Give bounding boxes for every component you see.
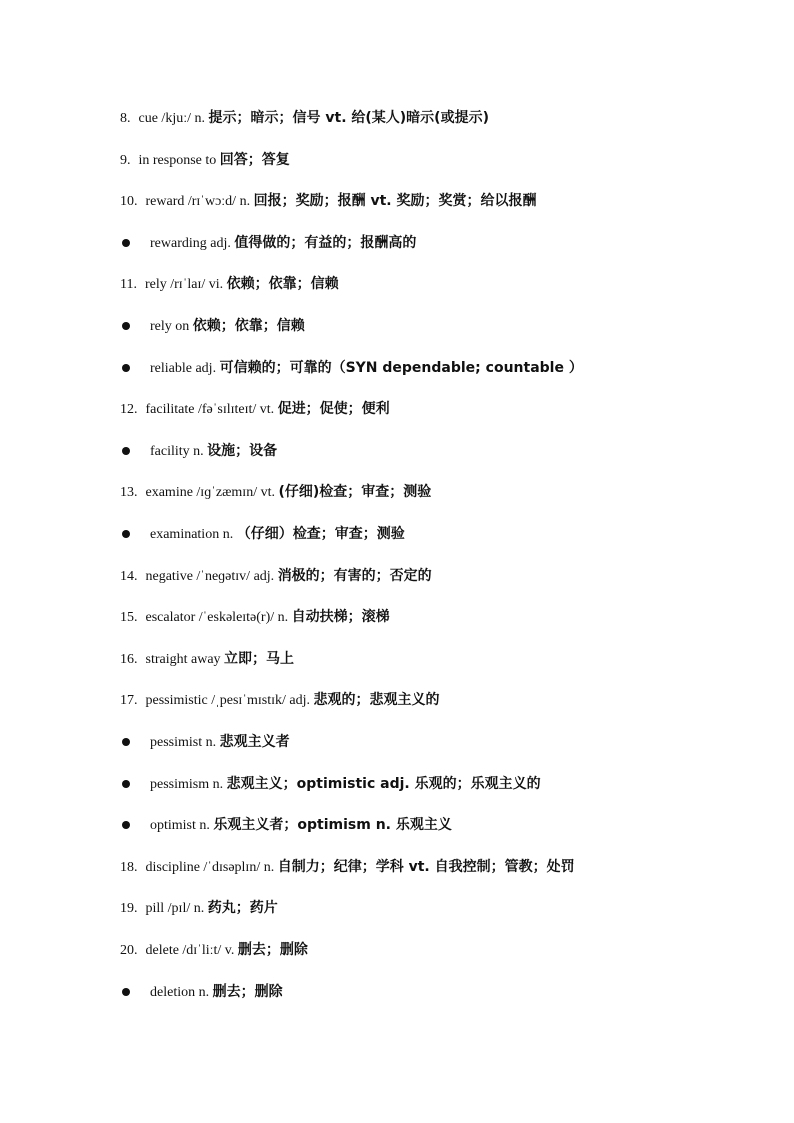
entry-english: discipline /ˈdɪsəplɪn/ n. [145,860,278,875]
entry-chinese: 提示；暗示；信号 vt. 给(某人)暗示(或提示) [208,110,489,126]
entry-english: pessimistic /ˌpesɪˈmɪstɪk/ adj. [145,693,314,708]
entry-number: 12. [120,402,138,417]
entry-chinese: 悲观主义；optimistic adj. 乐观的；乐观主义的 [226,776,541,792]
entry-chinese: 药丸；药片 [207,900,278,916]
entry-chinese: 消极的；有害的；否定的 [277,568,432,584]
entry-english: straight away [145,652,225,667]
vocab-entry [120,730,764,754]
entry-number: 19. [120,901,138,916]
vocab-entry [120,688,764,712]
entry-chinese: 乐观主义者；optimism n. 乐观主义 [213,817,452,833]
entry-chinese: 促进；促使；便利 [277,401,390,417]
vocab-entry [120,272,764,296]
entry-chinese: 立即；马上 [224,651,295,667]
entry-number: 10. [120,194,138,209]
entry-english: rely on [150,319,193,334]
vocab-entry [120,231,764,255]
vocab-entry [120,106,764,130]
entry-english: pessimist n. [150,735,220,750]
entry-number: 18. [120,860,138,875]
entry-chinese: 删去；删除 [212,984,283,1000]
entry-number: 8. [120,111,131,126]
entry-chinese: 自动扶梯；滚梯 [291,609,390,625]
vocab-entry [120,189,764,213]
vocab-entry [120,564,764,588]
entry-number: 14. [120,569,138,584]
entry-number: 17. [120,693,138,708]
entry-chinese: 回报；奖励；报酬 vt. 奖励；奖赏；给以报酬 [253,193,537,209]
entry-number: 20. [120,943,138,958]
entry-english: examination n. [150,527,237,542]
entry-english: facilitate /fəˈsɪlɪteɪt/ vt. [145,402,278,417]
vocab-entry [120,896,764,920]
bullet-icon [122,322,130,330]
entry-chinese: 设施；设备 [207,443,278,459]
entry-chinese: 悲观主义者 [219,734,290,750]
entry-chinese: 自制力；纪律；学科 vt. 自我控制；管教；处罚 [277,859,575,875]
vocab-entry [120,855,764,879]
bullet-icon [122,239,130,247]
bullet-icon [122,738,130,746]
vocab-entry [120,605,764,629]
entry-english: facility n. [150,444,208,459]
entry-english: negative /ˈneɡətɪv/ adj. [145,569,278,584]
entry-chinese: 可信赖的；可靠的（SYN dependable; countable ） [219,360,583,376]
vocab-entry [120,314,764,338]
entry-chinese: 删去；删除 [237,942,308,958]
vocab-entry [120,439,764,463]
entry-chinese: 值得做的；有益的；报酬高的 [234,235,417,251]
vocab-entry [120,647,764,671]
entry-number: 9. [120,153,131,168]
vocab-entry [120,522,764,546]
vocab-entry [120,938,764,962]
entry-english: delete /dɪˈliːt/ v. [145,943,238,958]
bullet-icon [122,988,130,996]
vocab-entry [120,772,764,796]
entry-chinese: (仔细)检查；审查；测验 [278,484,432,500]
bullet-icon [122,530,130,538]
vocab-entry [120,397,764,421]
vocab-entry [120,813,764,837]
entry-english: optimist n. [150,818,214,833]
entry-english: escalator /ˈeskəleɪtə(r)/ n. [145,610,292,625]
entry-number: 11. [120,277,137,292]
bullet-icon [122,780,130,788]
entry-chinese: 依赖；依靠；信赖 [226,276,339,292]
entry-chinese: 悲观的；悲观主义的 [313,692,440,708]
entry-chinese: （仔细）检查；审查；测验 [236,526,405,542]
entry-english: rewarding adj. [150,236,235,251]
entry-chinese: 回答；答复 [219,152,290,168]
entry-english: deletion n. [150,985,213,1000]
vocab-entry [120,480,764,504]
entry-english: reliable adj. [150,361,220,376]
entry-english: pessimism n. [150,777,227,792]
entry-english: pill /pɪl/ n. [145,901,208,916]
bullet-icon [122,364,130,372]
vocab-entry [120,148,764,172]
entry-english: reward /rɪˈwɔːd/ n. [145,194,254,209]
bullet-icon [122,447,130,455]
bullet-icon [122,821,130,829]
entry-english: rely /rɪˈlaɪ/ vi. [144,277,227,292]
vocab-entry [120,980,764,1004]
entry-number: 13. [120,485,138,500]
entry-chinese: 依赖；依靠；信赖 [192,318,305,334]
entry-number: 15. [120,610,138,625]
entry-english: cue /kjuː/ n. [138,111,209,126]
entry-english: in response to [138,153,220,168]
entry-number: 16. [120,652,138,667]
entry-english: examine /ɪɡˈzæmɪn/ vt. [145,485,279,500]
vocab-entry [120,356,764,380]
